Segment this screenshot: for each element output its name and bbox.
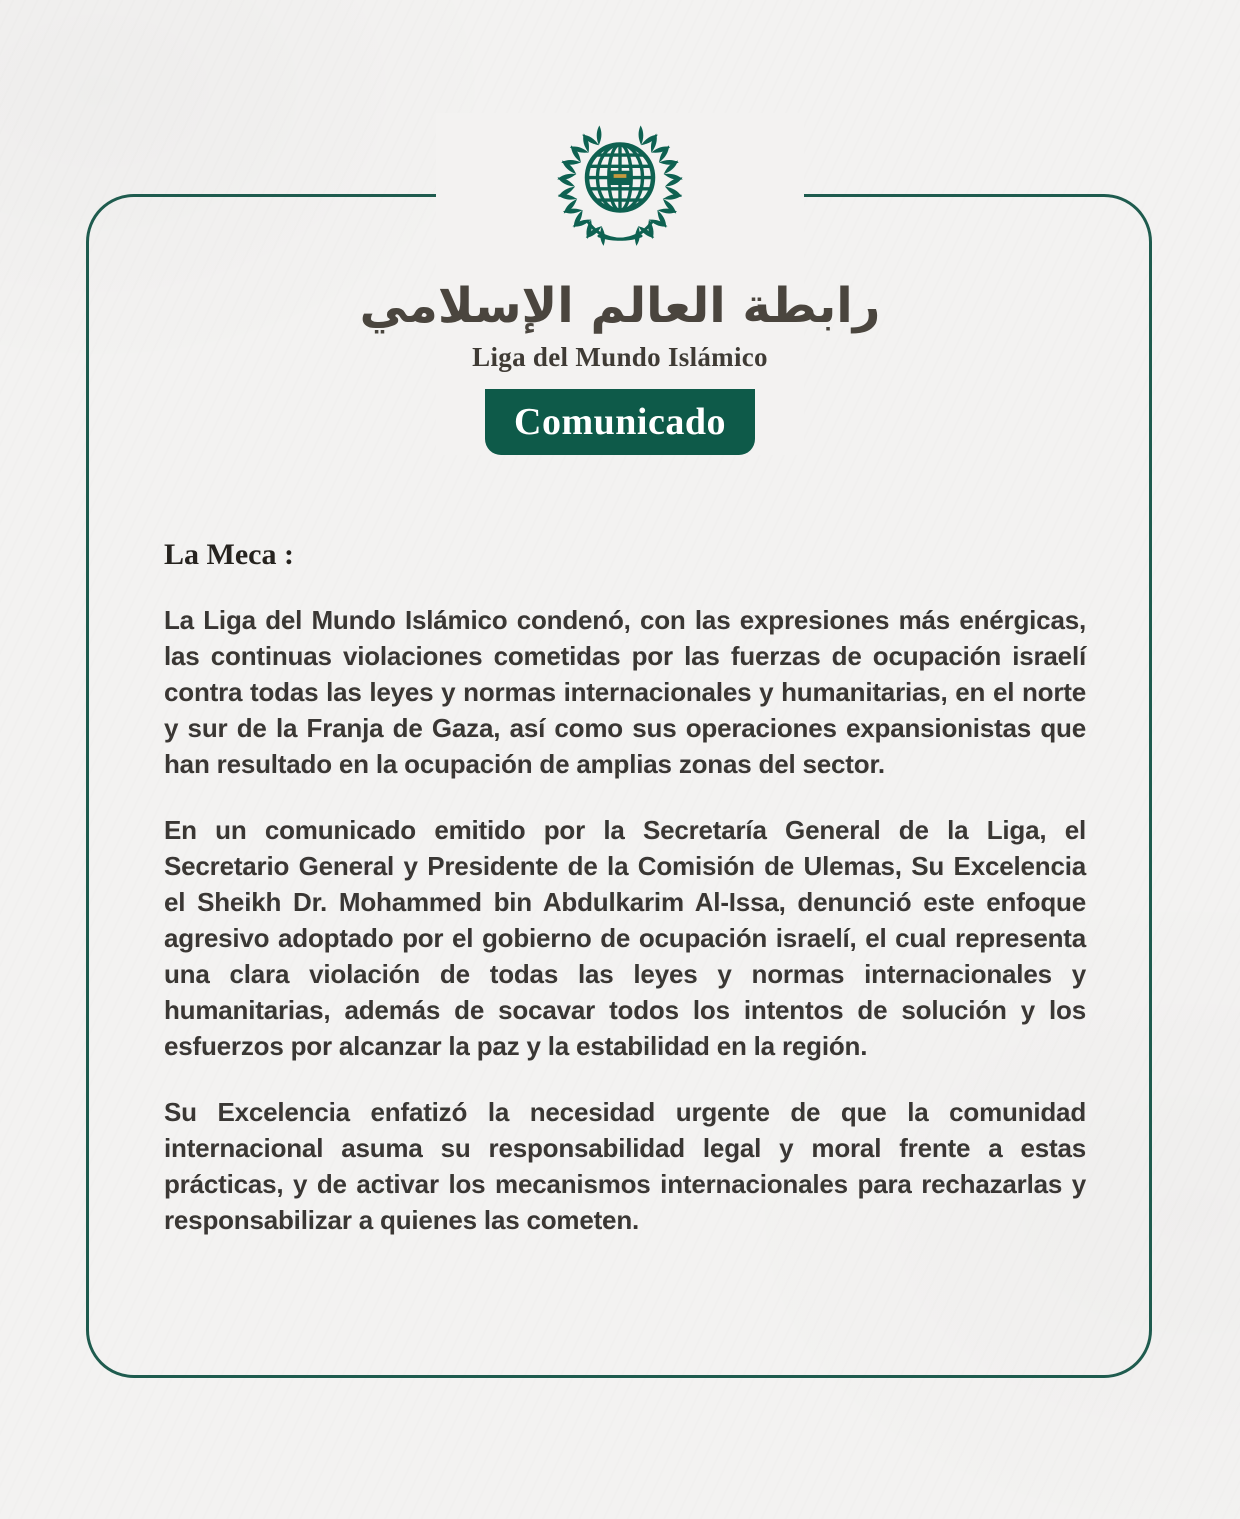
statement-body [164, 538, 1086, 1268]
statement-paragraph-2: En un comunicado emitido por la Secretaría General de la Liga, el Secretario General y Presidente de la Comisión de Ulemas, Su Excelencia el Sheikh Dr. Mohammed bin Abdulkarim Al-Issa, denunció este enfoque agresivo adoptado por el gobierno de ocupación israelí, el cual representa una clara violación de todas las leyes y normas internacionales y humanitarias, además de socavar todos los intentos de solución y los esfuerzos por alcanzar la paz y la estabilidad en la región. [164, 815, 1086, 1061]
org-name: Liga del Mundo Islámico [472, 342, 768, 372]
communique-banner [485, 389, 755, 455]
kaaba-icon [610, 171, 630, 185]
arabic-calligraphy-title: رابطة العالم الإسلامي [359, 278, 881, 334]
mwl-logo [545, 113, 695, 263]
header-block [359, 113, 881, 455]
communique-banner-label: Comunicado [514, 401, 726, 443]
dateline: La Meca : [164, 538, 294, 571]
statement-paragraph-1: La Liga del Mundo Islámico condenó, con las expresiones más enérgicas, las continuas violaciones cometidas por las fuerzas de ocupación israelí contra todas las leyes y normas internacionales y humanitarias, en el norte y sur de la Franja de Gaza, así como sus operaciones expansionistas que han resultado en la ocupación de amplias zonas del sector. [164, 605, 1086, 779]
statement-paragraph-3: Su Excelencia enfatizó la necesidad urgente de que la comunidad internacional asuma su responsabilidad legal y moral frente a estas prácticas, y de activar los mecanismos internacionales para rechazarlas y responsabilizar a quienes las cometen. [164, 1097, 1086, 1235]
